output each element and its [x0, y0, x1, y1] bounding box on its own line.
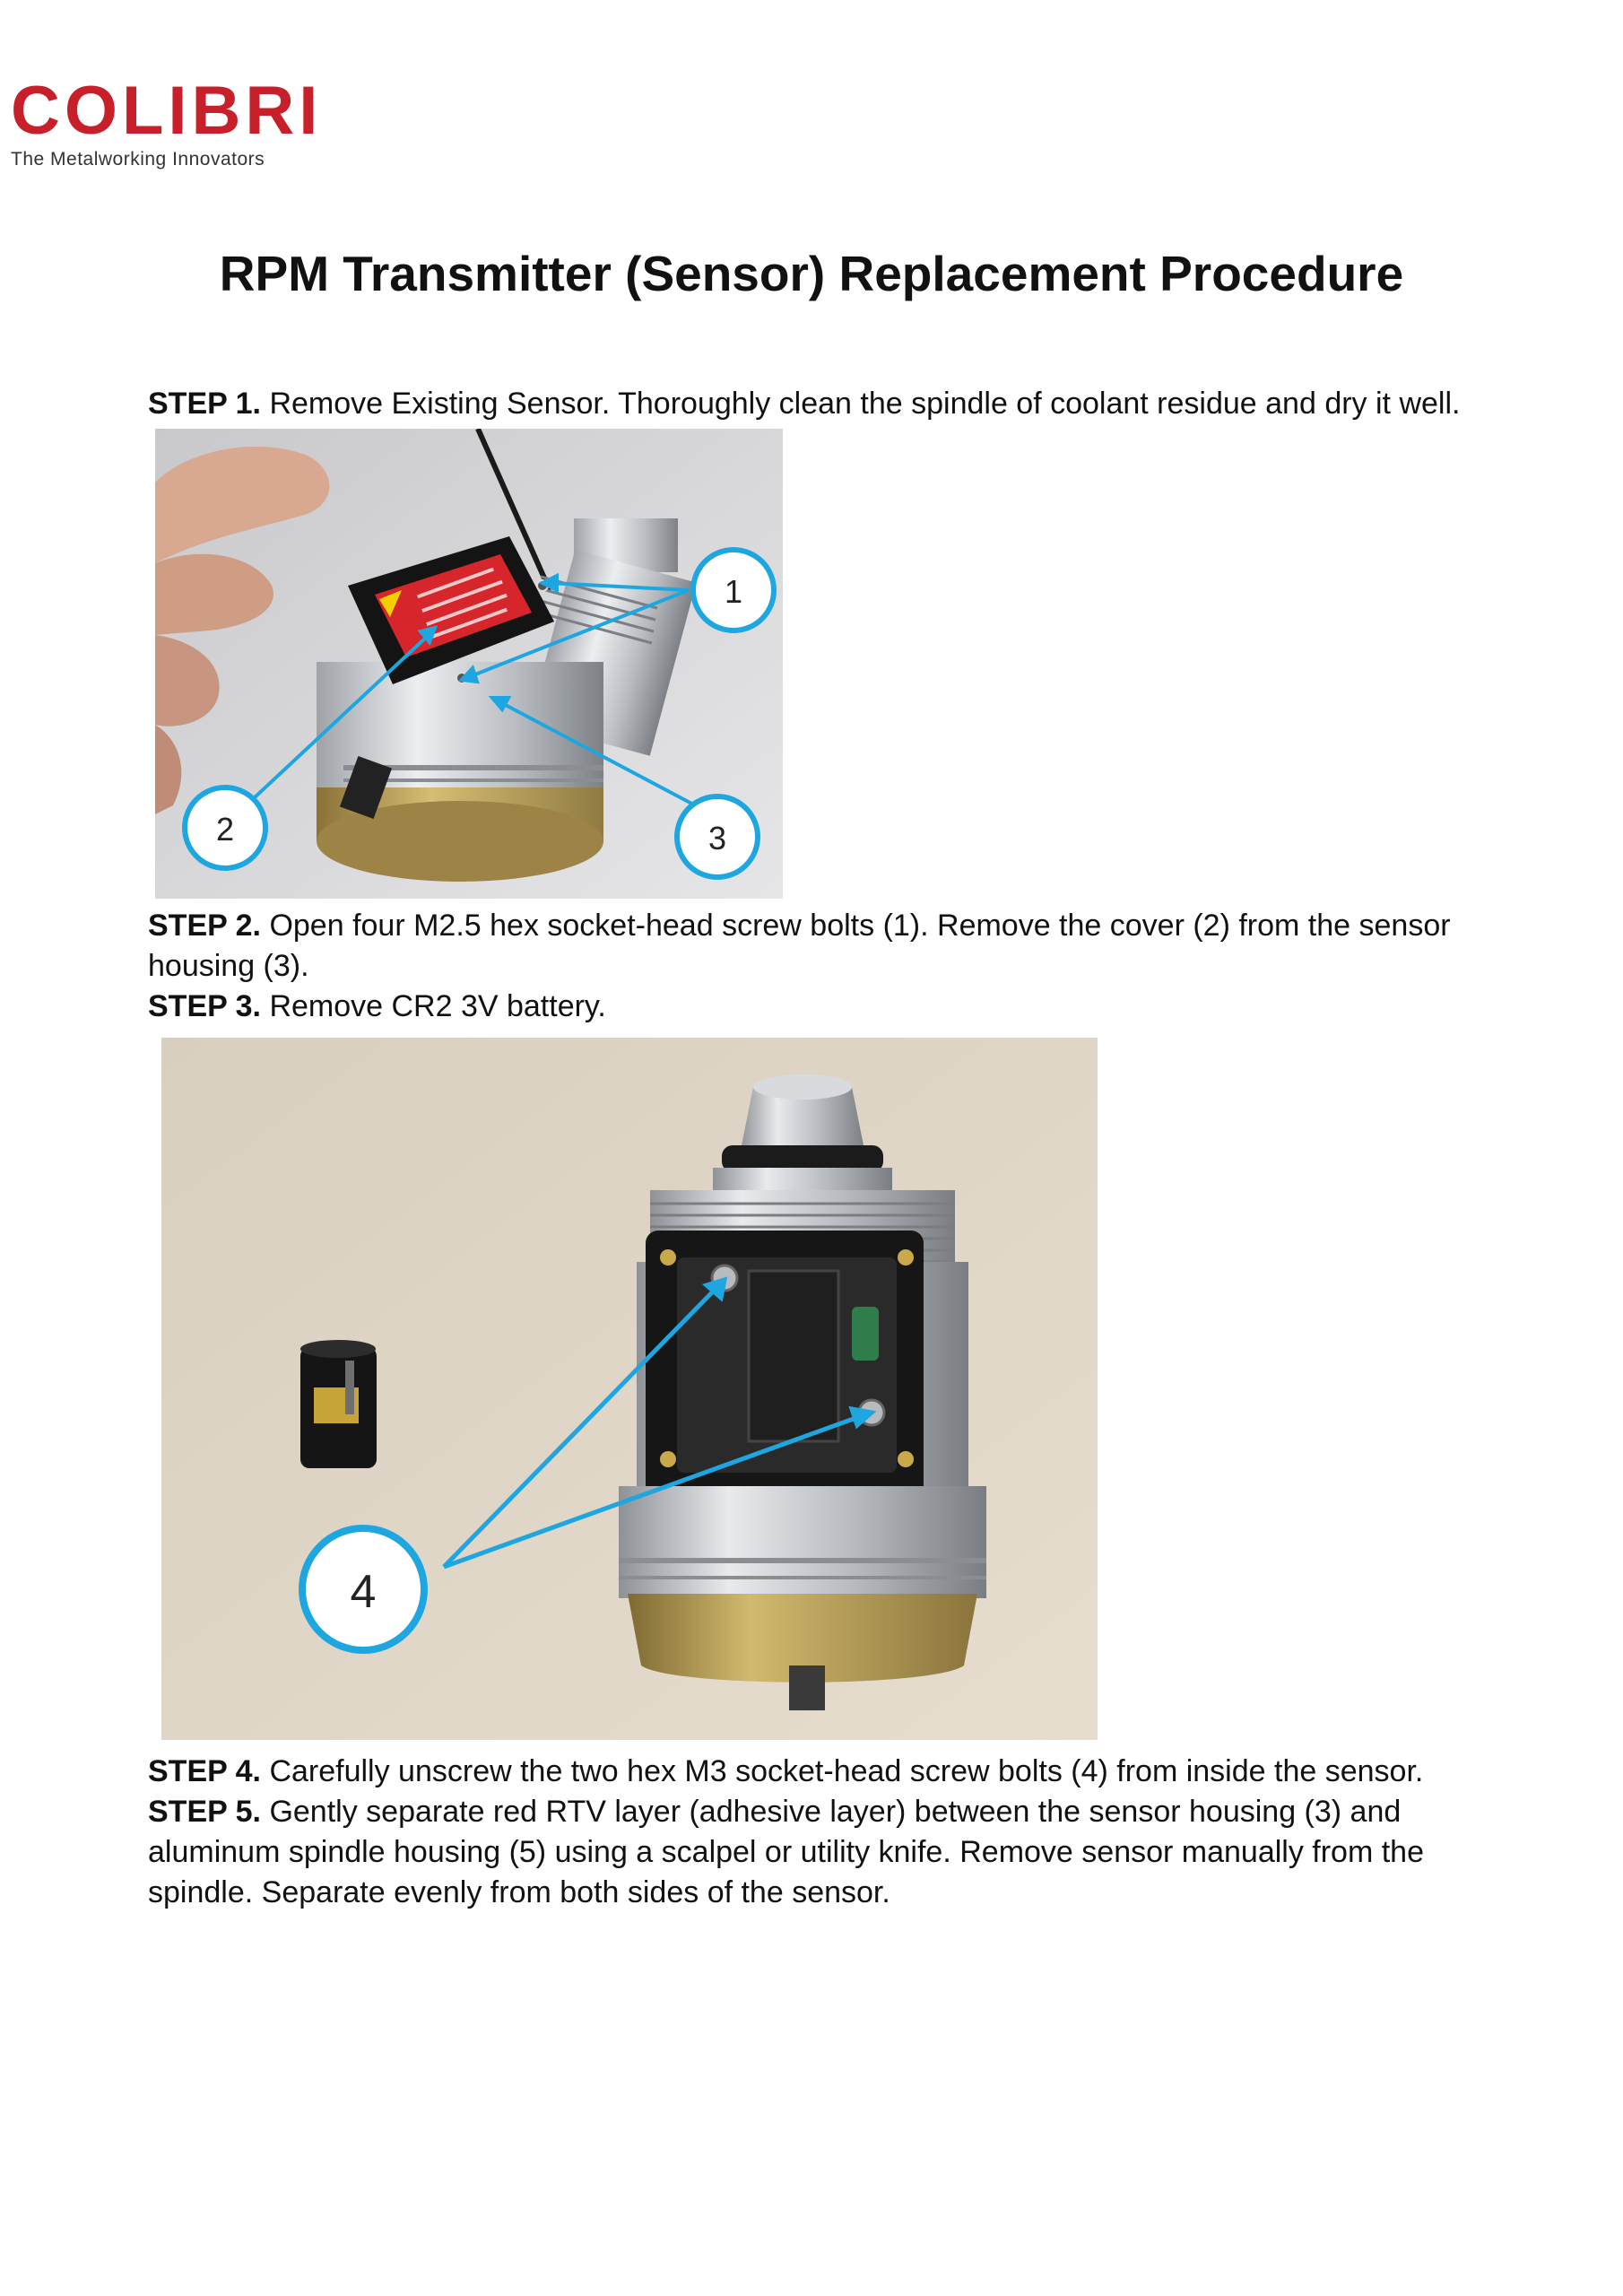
logo-tagline: The Metalworking Innovators	[11, 149, 265, 170]
step-5	[148, 1792, 1475, 1913]
callout-2	[185, 787, 265, 868]
step-2-label: STEP 2.	[148, 909, 261, 943]
callout-2-label: 2	[215, 811, 235, 848]
step-3-label: STEP 3.	[148, 989, 261, 1023]
callout-4	[302, 1528, 424, 1650]
cr2-battery	[300, 1340, 377, 1468]
step-4-text: Carefully unscrew the two hex M3 socket-head screw bolts (4) from inside the sensor.	[261, 1754, 1424, 1788]
step-4-label: STEP 4.	[148, 1754, 261, 1788]
callout-3-label: 3	[707, 820, 727, 857]
document-title: RPM Transmitter (Sensor) Replacement Procedure	[219, 246, 1404, 301]
step-2	[148, 906, 1475, 987]
callout-4-label: 4	[350, 1566, 377, 1618]
company-logo	[11, 73, 334, 170]
sensor-photo-image	[155, 429, 783, 899]
callout-1	[693, 550, 774, 631]
step-1-label: STEP 1.	[148, 387, 261, 421]
step-3	[148, 987, 1475, 1027]
step-1-text: Remove Existing Sensor. Thoroughly clean the spindle of coolant residue and dry it well.	[261, 387, 1461, 421]
step-4	[148, 1752, 1475, 1792]
callout-1-label: 1	[724, 573, 743, 610]
step-2-text: Open four M2.5 hex socket-head screw bolts (1). Remove the cover (2) from the sensor housing (3).	[148, 909, 1451, 983]
sensor-photo	[155, 429, 783, 899]
opened-sensor-photo	[161, 1038, 1098, 1740]
logo-wordmark: COLIBRI	[11, 73, 323, 149]
step-5-text: Gently separate red RTV layer (adhesive layer) between the sensor housing (3) and aluminum spindle housing (5) using a scalpel or utility knife. Remove sensor manually from the spindle. Separate evenly from both sides of the sensor.	[148, 1795, 1425, 1909]
step-5-label: STEP 5.	[148, 1795, 261, 1829]
step-3-text: Remove CR2 3V battery.	[261, 989, 606, 1023]
opened-sensor-photo-image	[161, 1038, 1098, 1740]
callout-3	[677, 796, 758, 877]
step-1	[148, 384, 1475, 424]
